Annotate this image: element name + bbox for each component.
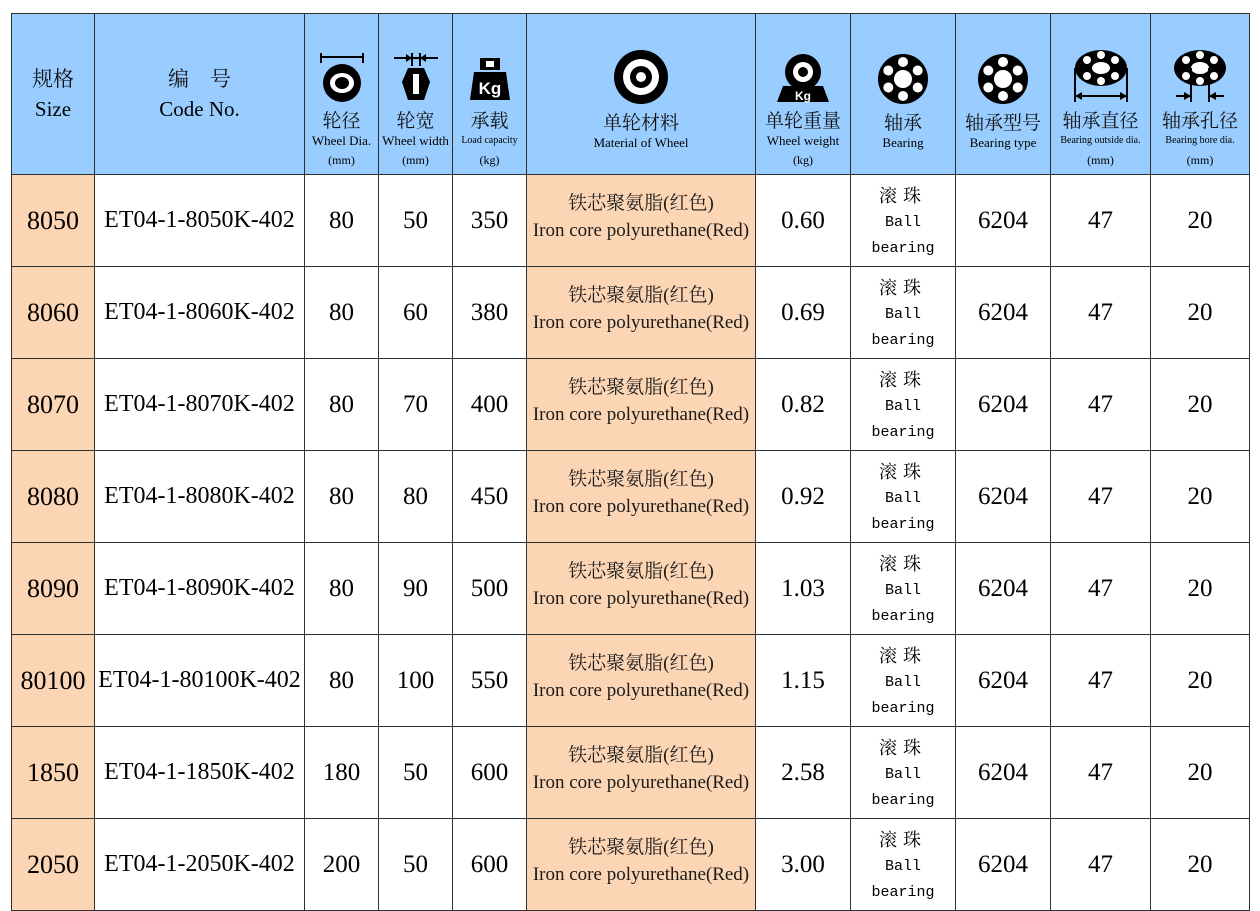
cell-bearing-od: 47 xyxy=(1051,635,1151,727)
cell-bearing-bore: 20 xyxy=(1151,543,1250,635)
cell-size: 2050 xyxy=(12,819,95,911)
cell-material-en: Iron core polyurethane(Red) xyxy=(532,863,750,885)
header-bearing-bore-zh: 轴承孔径 xyxy=(1161,110,1238,132)
cell-bearing xyxy=(851,175,956,267)
cell-code: ET04-1-8070K-402 xyxy=(95,359,305,451)
cell-bearing-od: 47 xyxy=(1051,267,1151,359)
cell-material-zh: 铁芯聚氨脂(红色) xyxy=(568,836,714,858)
cell-wheel-dia: 180 xyxy=(305,727,379,819)
cell-bearing-bore: 20 xyxy=(1151,267,1250,359)
cell-size: 8050 xyxy=(12,175,95,267)
header-size-zh: 规格 xyxy=(32,67,74,91)
cell-bearing-od: 47 xyxy=(1051,175,1151,267)
cell-bearing-en: Ball bearing xyxy=(871,858,935,901)
header-weight-en: Wheel weight xyxy=(766,133,840,148)
cell-material-en: Iron core polyurethane(Red) xyxy=(532,219,750,241)
header-bearing-od xyxy=(1051,14,1151,175)
header-bearing-bore-en: Bearing bore dia. xyxy=(1165,135,1235,146)
header-size-en: Size xyxy=(34,97,72,121)
header-bearing xyxy=(851,14,956,175)
cell-bearing xyxy=(851,635,956,727)
cell-code: ET04-1-2050K-402 xyxy=(95,819,305,911)
wheel-width-icon xyxy=(390,52,442,104)
header-wheel-width-en: Wheel width xyxy=(382,133,449,148)
cell-wheel-width: 80 xyxy=(379,451,453,543)
cell-weight: 0.92 xyxy=(756,451,851,543)
cell-load: 450 xyxy=(453,451,527,543)
cell-load: 400 xyxy=(453,359,527,451)
header-material-zh: 单轮材料 xyxy=(602,112,679,134)
cell-wheel-dia: 80 xyxy=(305,175,379,267)
cell-material xyxy=(527,727,756,819)
cell-wheel-dia: 200 xyxy=(305,819,379,911)
cell-bearing xyxy=(851,819,956,911)
cell-bearing-en: Ball bearing xyxy=(871,214,935,257)
cell-size: 8070 xyxy=(12,359,95,451)
cell-material-zh: 铁芯聚氨脂(红色) xyxy=(568,284,714,306)
header-weight-zh: 单轮重量 xyxy=(764,110,841,132)
header-row xyxy=(12,14,1250,175)
cell-bearing-en: Ball bearing xyxy=(871,582,935,625)
cell-material xyxy=(527,451,756,543)
cell-material-en: Iron core polyurethane(Red) xyxy=(532,495,750,517)
cell-material xyxy=(527,543,756,635)
table-row xyxy=(12,175,1250,267)
cell-wheel-width: 50 xyxy=(379,819,453,911)
bearing-type-icon xyxy=(976,52,1030,106)
header-bearing-od-en: Bearing outside dia. xyxy=(1060,135,1141,146)
cell-bearing-bore: 20 xyxy=(1151,175,1250,267)
spec-table-body xyxy=(12,175,1250,911)
cell-bearing-type: 6204 xyxy=(956,451,1051,543)
cell-bearing xyxy=(851,727,956,819)
cell-weight: 0.82 xyxy=(756,359,851,451)
cell-weight: 1.15 xyxy=(756,635,851,727)
table-row xyxy=(12,451,1250,543)
cell-bearing-en: Ball bearing xyxy=(871,306,935,349)
cell-material-zh: 铁芯聚氨脂(红色) xyxy=(568,744,714,766)
cell-material xyxy=(527,175,756,267)
header-load-zh: 承载 xyxy=(470,110,509,132)
table-row xyxy=(12,359,1250,451)
weight-kg-label: Kg xyxy=(795,89,811,103)
cell-code: ET04-1-8050K-402 xyxy=(95,175,305,267)
cell-load: 350 xyxy=(453,175,527,267)
cell-material-zh: 铁芯聚氨脂(红色) xyxy=(568,192,714,214)
header-bearing-bore xyxy=(1151,14,1250,175)
cell-bearing-zh: 滚珠 xyxy=(879,186,927,207)
cell-wheel-width: 50 xyxy=(379,727,453,819)
cell-material-zh: 铁芯聚氨脂(红色) xyxy=(568,468,714,490)
cell-material xyxy=(527,267,756,359)
cell-bearing-en: Ball bearing xyxy=(871,490,935,533)
header-bearing-bore-unit: (mm) xyxy=(1186,153,1214,167)
table-row xyxy=(12,727,1250,819)
header-bearing-type xyxy=(956,14,1051,175)
header-bearing-od-zh: 轴承直径 xyxy=(1062,110,1139,132)
cell-material-zh: 铁芯聚氨脂(红色) xyxy=(568,652,714,674)
cell-bearing-bore: 20 xyxy=(1151,727,1250,819)
cell-material-en: Iron core polyurethane(Red) xyxy=(532,403,750,425)
header-wheel-dia xyxy=(305,14,379,175)
cell-weight: 3.00 xyxy=(756,819,851,911)
cell-bearing xyxy=(851,267,956,359)
header-wheel-width-zh: 轮宽 xyxy=(396,110,435,132)
load-kg-label: Kg xyxy=(478,79,501,98)
bearing-icon xyxy=(876,52,930,106)
cell-bearing-type: 6204 xyxy=(956,819,1051,911)
cell-wheel-dia: 80 xyxy=(305,359,379,451)
cell-bearing-type: 6204 xyxy=(956,359,1051,451)
cell-bearing-type: 6204 xyxy=(956,727,1051,819)
cell-bearing-od: 47 xyxy=(1051,451,1151,543)
cell-size: 8090 xyxy=(12,543,95,635)
cell-wheel-width: 70 xyxy=(379,359,453,451)
header-wheel-width-unit: (mm) xyxy=(402,153,429,167)
header-load-en: Load capacity xyxy=(461,135,518,146)
cell-size: 8080 xyxy=(12,451,95,543)
cell-bearing-zh: 滚珠 xyxy=(879,738,927,759)
cell-wheel-width: 60 xyxy=(379,267,453,359)
cell-bearing-zh: 滚珠 xyxy=(879,830,927,851)
bearing-outside-dia-icon xyxy=(1071,48,1131,104)
cell-code: ET04-1-8080K-402 xyxy=(95,451,305,543)
wheel-diameter-icon xyxy=(316,52,368,104)
header-wheel-dia-en: Wheel Dia. xyxy=(311,133,372,148)
spec-table xyxy=(11,13,1250,911)
cell-material-en: Iron core polyurethane(Red) xyxy=(532,771,750,793)
cell-bearing-od: 47 xyxy=(1051,727,1151,819)
header-material xyxy=(527,14,756,175)
cell-load: 600 xyxy=(453,727,527,819)
cell-code: ET04-1-8090K-402 xyxy=(95,543,305,635)
cell-bearing-type: 6204 xyxy=(956,543,1051,635)
cell-bearing-type: 6204 xyxy=(956,175,1051,267)
cell-bearing-type: 6204 xyxy=(956,635,1051,727)
cell-code: ET04-1-80100K-402 xyxy=(95,635,305,727)
header-code-en: Code No. xyxy=(159,97,240,121)
cell-wheel-width: 90 xyxy=(379,543,453,635)
cell-wheel-dia: 80 xyxy=(305,543,379,635)
cell-bearing-zh: 滚珠 xyxy=(879,646,927,667)
cell-bearing xyxy=(851,543,956,635)
cell-size: 8060 xyxy=(12,267,95,359)
cell-bearing-en: Ball bearing xyxy=(871,766,935,809)
bearing-bore-dia-icon xyxy=(1170,48,1230,104)
header-wheel-dia-zh: 轮径 xyxy=(322,110,361,132)
cell-wheel-width: 50 xyxy=(379,175,453,267)
load-weight-icon xyxy=(464,52,516,104)
spec-table-wrapper xyxy=(11,13,1250,911)
cell-material-zh: 铁芯聚氨脂(红色) xyxy=(568,560,714,582)
cell-weight: 1.03 xyxy=(756,543,851,635)
cell-bearing-od: 47 xyxy=(1051,359,1151,451)
header-weight-unit: (kg) xyxy=(793,153,813,167)
table-row xyxy=(12,819,1250,911)
cell-size: 1850 xyxy=(12,727,95,819)
cell-bearing-od: 47 xyxy=(1051,543,1151,635)
cell-material-en: Iron core polyurethane(Red) xyxy=(532,587,750,609)
cell-weight: 0.69 xyxy=(756,267,851,359)
header-load xyxy=(453,14,527,175)
cell-material-en: Iron core polyurethane(Red) xyxy=(532,679,750,701)
cell-bearing-od: 47 xyxy=(1051,819,1151,911)
cell-load: 500 xyxy=(453,543,527,635)
header-code xyxy=(95,14,305,175)
header-code-zh: 编 号 xyxy=(168,67,231,91)
cell-bearing-en: Ball bearing xyxy=(871,674,935,717)
header-bearing-od-unit: (mm) xyxy=(1087,153,1114,167)
header-material-en: Material of Wheel xyxy=(593,135,689,150)
cell-load: 550 xyxy=(453,635,527,727)
header-size xyxy=(12,14,95,175)
header-wheel-width xyxy=(379,14,453,175)
cell-bearing-zh: 滚珠 xyxy=(879,370,927,391)
cell-weight: 0.60 xyxy=(756,175,851,267)
header-load-unit: (kg) xyxy=(479,153,500,167)
cell-wheel-width: 100 xyxy=(379,635,453,727)
cell-bearing-bore: 20 xyxy=(1151,451,1250,543)
cell-wheel-dia: 80 xyxy=(305,267,379,359)
table-row xyxy=(12,543,1250,635)
wheel-weight-icon xyxy=(775,52,831,104)
cell-weight: 2.58 xyxy=(756,727,851,819)
cell-material-en: Iron core polyurethane(Red) xyxy=(532,311,750,333)
cell-code: ET04-1-8060K-402 xyxy=(95,267,305,359)
cell-size: 80100 xyxy=(12,635,95,727)
cell-load: 380 xyxy=(453,267,527,359)
cell-load: 600 xyxy=(453,819,527,911)
cell-material-zh: 铁芯聚氨脂(红色) xyxy=(568,376,714,398)
table-row xyxy=(12,635,1250,727)
cell-bearing-zh: 滚珠 xyxy=(879,554,927,575)
cell-bearing xyxy=(851,451,956,543)
wheel-material-icon xyxy=(612,48,670,106)
cell-bearing-zh: 滚珠 xyxy=(879,462,927,483)
table-row xyxy=(12,267,1250,359)
cell-bearing-type: 6204 xyxy=(956,267,1051,359)
cell-material xyxy=(527,359,756,451)
header-bearing-type-en: Bearing type xyxy=(969,135,1037,150)
cell-material xyxy=(527,635,756,727)
header-bearing-zh: 轴承 xyxy=(883,112,922,134)
cell-wheel-dia: 80 xyxy=(305,635,379,727)
header-bearing-en: Bearing xyxy=(882,135,924,150)
cell-bearing-bore: 20 xyxy=(1151,635,1250,727)
cell-bearing-zh: 滚珠 xyxy=(879,278,927,299)
header-bearing-type-zh: 轴承型号 xyxy=(964,112,1041,134)
header-wheel-dia-unit: (mm) xyxy=(328,153,355,167)
cell-code: ET04-1-1850K-402 xyxy=(95,727,305,819)
cell-bearing-en: Ball bearing xyxy=(871,398,935,441)
cell-wheel-dia: 80 xyxy=(305,451,379,543)
cell-bearing xyxy=(851,359,956,451)
header-weight xyxy=(756,14,851,175)
cell-bearing-bore: 20 xyxy=(1151,359,1250,451)
cell-bearing-bore: 20 xyxy=(1151,819,1250,911)
cell-material xyxy=(527,819,756,911)
